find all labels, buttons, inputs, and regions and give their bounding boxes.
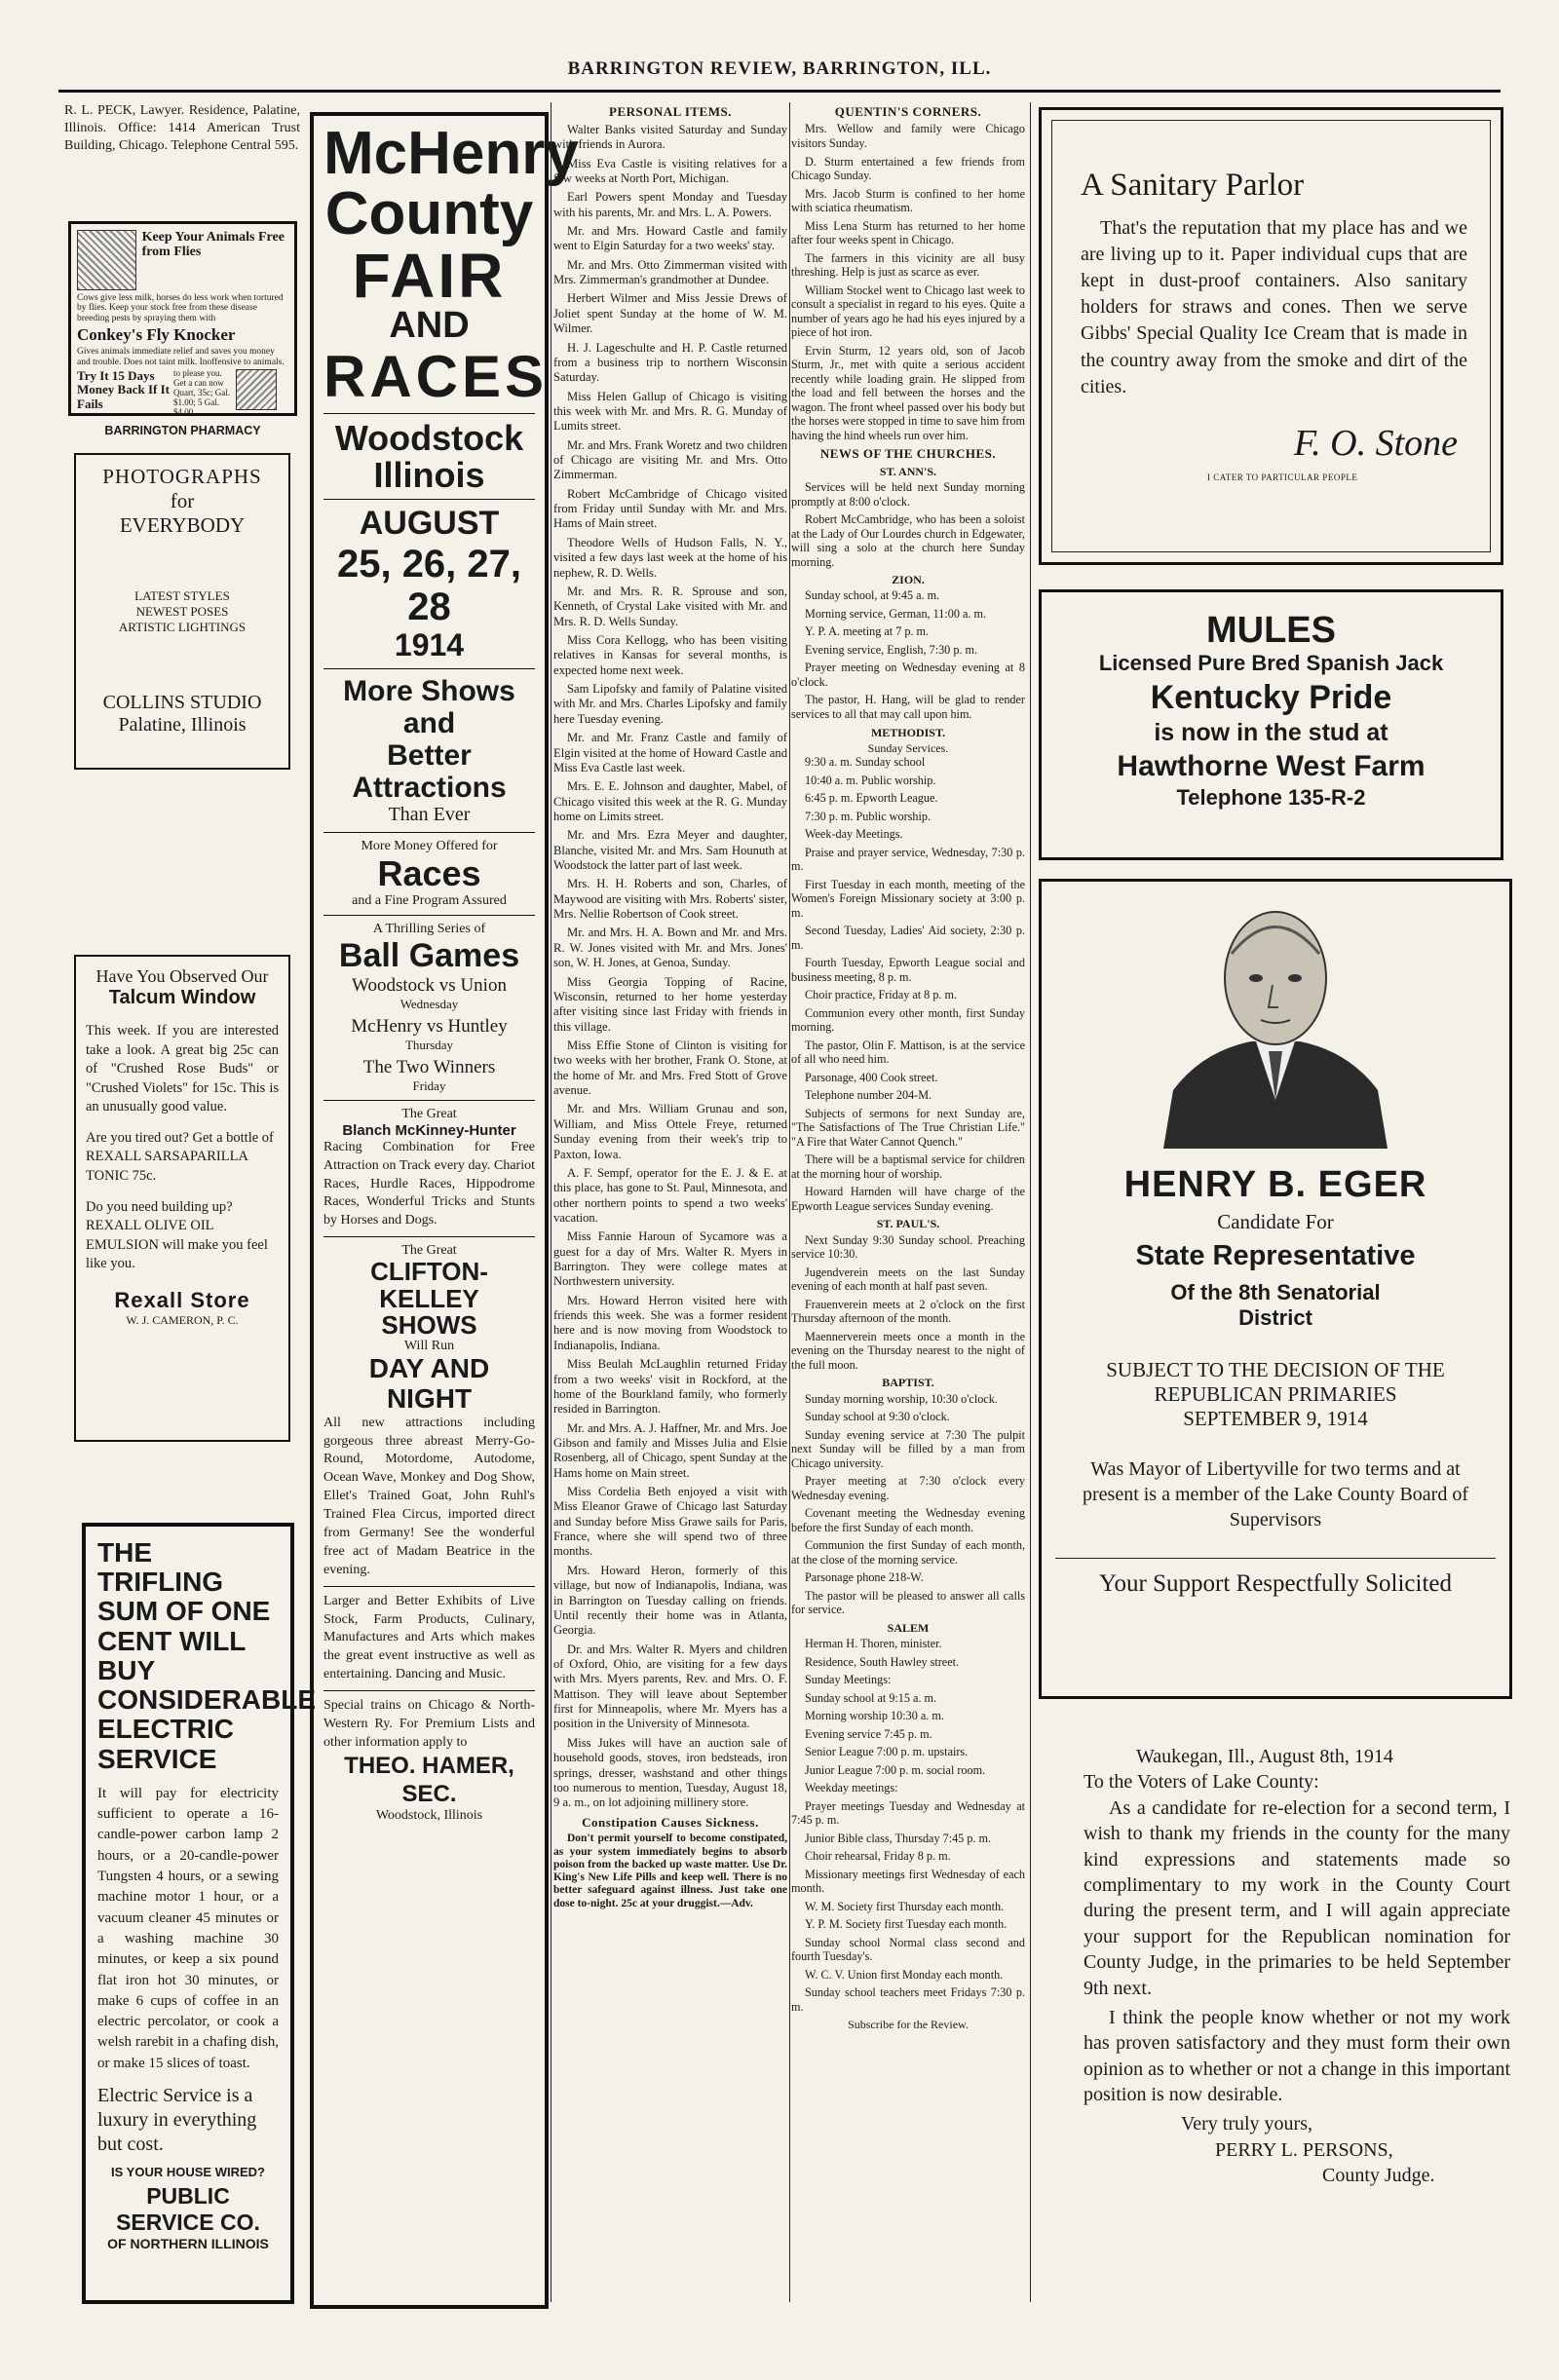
eger-name: HENRY B. EGER <box>1123 1164 1427 1205</box>
meth-line: Subjects of sermons for next Sunday are, "The Satisfactions of The True Christian Life." "A Fire that Water Cannot Quench." <box>791 1106 1025 1149</box>
zion-head: ZION. <box>892 573 925 587</box>
photos-l3: EVERYBODY <box>119 513 246 537</box>
meth-sub: Sunday Services. <box>867 740 949 755</box>
eger-subj3: SEPTEMBER 9, 1914 <box>1183 1407 1368 1430</box>
personal-column <box>553 102 787 2304</box>
stann-1: Services will be held next Sunday morning promptly at 8:00 o'clock. <box>791 480 1025 509</box>
zion-line: Y. P. A. meeting at 7 p. m. <box>805 624 930 639</box>
salem-line: Evening service 7:45 p. m. <box>805 1726 932 1741</box>
eger-dist1: Of the 8th Senatorial <box>1170 1280 1381 1304</box>
sanitary-cater: I CATER TO PARTICULAR PEOPLE <box>1207 472 1358 482</box>
zion-line: Prayer meeting on Wednesday evening at 8 o'clock. <box>791 661 1025 689</box>
meth-line: Second Tuesday, Ladies' Aid society, 2:30 p. m. <box>791 924 1025 952</box>
pharmacy-top <box>77 230 288 290</box>
meth-head: METHODIST. <box>870 725 946 739</box>
quentin-head: QUENTIN'S CORNERS. <box>834 104 982 119</box>
eger-subj1: SUBJECT TO THE DECISION OF THE <box>1106 1358 1445 1381</box>
meth-line: Choir practice, Friday at 8 p. m. <box>805 988 958 1002</box>
column-rule-4 <box>1030 102 1031 2302</box>
baptist-line: The pastor will be pleased to answer all calls for service. <box>791 1588 1025 1617</box>
fair-blanch: Blanch McKinney-Hunter <box>342 1121 516 1139</box>
salem-head: SALEM <box>887 1620 930 1635</box>
photos-l8: Palatine, Illinois <box>118 714 247 736</box>
fair-newattr: All new attractions including gorgeous three abreast Merry-Go-Round, Motordome, Autodome, Ocean Wave, Monkey and Dog Show, Ellet's Trained Goat, John Ruhl's Trained Flea Circus, imported direct from Germany! See the wonderful free act of Madam Beatrice in the evening. <box>323 1415 535 1577</box>
personal-item: Mrs. H. H. Roberts and son, Charles, of Maywood are visiting with Mrs. Roberts' sister, Mrs. Nellie Robertson of Cook street. <box>553 877 787 922</box>
electric-tag: Electric Service is a luxury in everything but cost. <box>97 2085 257 2156</box>
stann-2: Robert McCambridge, who has been a soloist at the Lady of Our Lourdes church in Edgewater, will sing a solo at the church here Sunday morning. <box>791 512 1025 569</box>
fair-t3: FAIR <box>352 241 507 311</box>
meth-line: Praise and prayer service, Wednesday, 7:30 p. m. <box>791 845 1025 874</box>
persons-dateline: Waukegan, Ill., August 8th, 1914 <box>1136 1746 1393 1767</box>
salem-line: Y. P. M. Society first Tuesday each month. <box>805 1917 1008 1932</box>
baptist-line: Parsonage phone 218-W. <box>805 1570 924 1585</box>
fair-place1: Woodstock <box>334 417 524 458</box>
persons-p1: As a candidate for re-election for a second term, I wish to thank my friends in the county for the many kind expressions and statements made so complimentary to my work in the County Court during the present term, and I will again appreciate your support for the Republican nomination for County Judge, in the primaries to be held September 9th next. <box>1084 1796 1510 1999</box>
personal-item: Walter Banks visited Saturday and Sunday with friends in Aurora. <box>553 122 787 152</box>
stpaul-line: Next Sunday 9:30 Sunday school. Preaching service 10:30. <box>791 1232 1025 1262</box>
personal-item: Earl Powers spent Monday and Tuesday with his parents, Mr. and Mrs. L. A. Powers. <box>553 190 787 219</box>
persons-title: County Judge. <box>1322 2165 1435 2187</box>
fair-g1: Woodstock vs Union <box>352 974 507 996</box>
rexall-p2: Are you tired out? Get a bottle of REXALL SARSAPARILLA TONIC 75c. <box>86 1129 274 1184</box>
eger-subj2: REPUBLICAN PRIMARIES <box>1154 1382 1397 1406</box>
fair-t1: McHenry <box>323 120 579 187</box>
pharmacy-body: Cows give less milk, horses do less work when tortured by flies. Keep your stock free from these disease breeding pests by spraying them with <box>77 293 284 323</box>
salem-line: Morning worship 10:30 a. m. <box>805 1709 944 1723</box>
meth-line: 10:40 a. m. Public worship. <box>805 773 936 787</box>
baptist-lines <box>791 1392 1025 1617</box>
photos-ad <box>74 453 290 770</box>
persons-sig: PERRY L. PERSONS, <box>1215 2138 1393 2161</box>
portrait-image <box>1163 895 1388 1149</box>
fair-g3: The Two Winners <box>362 1056 496 1077</box>
salem-line: Sunday school at 9:15 a. m. <box>805 1690 937 1705</box>
rexall-p3: Do you need building up? REXALL OLIVE OIL EMULSION will make you feel like you. <box>86 1198 268 1272</box>
personal-item: Mr. and Mrs. Howard Castle and family went to Elgin Saturday for a two weeks' stay. <box>553 224 787 253</box>
meth-line: Parsonage, 400 Cook street. <box>805 1070 938 1084</box>
salem-line: W. C. V. Union first Monday each month. <box>805 1967 1004 1982</box>
salem-line: W. M. Society first Thursday each month. <box>805 1899 1005 1913</box>
personal-item: Miss Cordelia Beth enjoyed a visit with Miss Eleanor Grawe of Chicago last Saturday and Sunday before Miss Grawe sails for Paris, France, where she will spend two of three months. <box>553 1485 787 1559</box>
stpaul-head: ST. PAUL'S. <box>876 1217 940 1231</box>
fair-trains: Special trains on Chicago & North-Western Ry. For Premium Lists and other information apply to <box>323 1698 535 1750</box>
personal-item: Mr. and Mrs. Otto Zimmerman visited with Mrs. Zimmerman's grandmother at Dundee. <box>553 257 787 287</box>
fair-larger: Larger and Better Exhibits of Live Stock, Farm Products, Culinary, Manufactures and Arts which makes the great event instructive as well as entertaining. Dancing and Music. <box>323 1593 535 1682</box>
zion-line: Evening service, English, 7:30 p. m. <box>805 642 978 657</box>
fair-t4: AND <box>389 305 470 346</box>
fair-daynight: DAY AND NIGHT <box>368 1353 490 1414</box>
meth-line: Communion every other month, first Sunday morning. <box>791 1005 1025 1035</box>
fair-more1: More Shows and <box>343 675 515 740</box>
fair-place2: Illinois <box>373 454 485 495</box>
photos-l6: ARTISTIC LIGHTINGS <box>118 620 247 634</box>
eger-dist2: District <box>1238 1305 1312 1330</box>
photos-l1: PHOTOGRAPHS <box>102 465 262 488</box>
personal-item: Miss Cora Kellogg, who has been visiting relatives in Kansas for several months, is expected home next week. <box>553 633 787 677</box>
rexall-title1: Have You Observed Our <box>95 966 269 986</box>
personal-item: A. F. Sempf, operator for the E. J. & E. at this place, has gone to St. Paul, Minnesota, and other northern points to spend a two weeks' vacation. <box>553 1165 787 1225</box>
meth-lines <box>791 755 1025 1213</box>
photos-l2: for <box>170 489 195 512</box>
fair-g3d: Friday <box>412 1077 446 1093</box>
stann-head: ST. ANN'S. <box>879 464 937 478</box>
meth-line: Week-day Meetings. <box>805 827 903 842</box>
salem-line: Senior League 7:00 p. m. upstairs. <box>805 1745 969 1759</box>
fair-willrun: Will Run <box>403 1339 455 1354</box>
peck-card: R. L. PECK, Lawyer. Residence, Palatine, Illinois. Office: 1414 American Trust Building, Chicago. Telephone Central 595. <box>64 103 300 154</box>
personal-item: Herbert Wilmer and Miss Jessie Drews of Joliet spent Sunday at the home of W. M. Wilmer. <box>553 291 787 336</box>
personal-item: Mr. and Mrs. A. J. Haffner, Mr. and Mrs. Joe Gibson and family and Misses Julia and Elsie Rosenberg, all of Chicago, spent Sunday at the Hams home on Main street. <box>553 1420 787 1480</box>
rexall-store: Rexall Store <box>114 1287 250 1312</box>
left-column <box>60 102 317 2343</box>
personal-item: Mr. and Mrs. Frank Woretz and two children of Chicago are visiting Mr. and Mrs. Otto Zimmerman. <box>553 437 787 482</box>
salem-line: Residence, South Hawley street. <box>805 1654 960 1669</box>
rexall-title2: Talcum Window <box>108 987 256 1008</box>
fair-month: AUGUST <box>359 505 500 543</box>
baptist-line: Sunday evening service at 7:30 The pulpit next Sunday will be filled by a man from Chicago university. <box>791 1427 1025 1470</box>
personal-item: Mr. and Mrs. William Grunau and son, William, and Miss Ottele Freye, returned Sunday evening from their week's trip to Paxton, Iowa. <box>553 1102 787 1161</box>
photos-l5: NEWEST POSES <box>135 604 229 619</box>
meth-line: There will be a baptismal service for children at the morning hour of worship. <box>791 1152 1025 1181</box>
meth-line: Fourth Tuesday, Epworth League social and business meeting, 8 p. m. <box>791 956 1025 984</box>
fair-t5: RACES <box>323 343 549 409</box>
quentin-item: Ervin Sturm, 12 years old, son of Jacob Sturm, Jr., met with quite a serious accident recently while loading grain. He slipped from the load and fell between the horses and the wagon. The front wheel passed over his body but the horses were stopped in time to save him from having the hind wheels run over him. <box>791 343 1025 442</box>
fair-clifton-b: SHOWS <box>381 1309 477 1340</box>
persons-letter <box>1045 1744 1510 2189</box>
personal-item: Mr. and Mrs. R. R. Sprouse and son, Kenneth, of Crystal Lake visited with Mr. and Mrs. R. D. Wells Sunday. <box>553 584 787 628</box>
personal-head: PERSONAL ITEMS. <box>609 104 732 119</box>
can-illustration <box>236 369 277 410</box>
sanitary-body: That's the reputation that my place has and we are living up to it. Paper individual cups that are kept in dust-proof containers. Also sanitary holders for straws and cones. Then we serve Gibbs' Special Quality Ice Cream that is made in the country away from the smoke and dirt of the cities. <box>1081 216 1467 397</box>
quentin-item: Mrs. Wellow and family were Chicago visitors Sunday. <box>791 122 1025 150</box>
personal-item: Theodore Wells of Hudson Falls, N. Y., visited a few days last week at the home of his nephew, R. D. Wells. <box>553 535 787 580</box>
stpaul-line: Jugendverein meets on the last Sunday evening of each month at half past seven. <box>791 1265 1025 1294</box>
pharmacy-headline: Keep Your Animals Free from Flies <box>141 230 285 260</box>
personal-item: Mrs. Howard Herron visited here with friends this week. She was a former resident here and is now moving from Woodstock to Indianapolis, Indiana. <box>553 1293 787 1352</box>
baptist-line: Communion the first Sunday of each month, at the close of the morning service. <box>791 1538 1025 1567</box>
stpaul-line: Frauenverein meets at 2 o'clock on the first Thursday afternoon of the month. <box>791 1297 1025 1326</box>
fair-great2: The Great <box>401 1243 457 1259</box>
eger-office: State Representative <box>1135 1240 1416 1271</box>
meth-line: Howard Harnden will have charge of the Epworth League services Sunday evening. <box>791 1185 1025 1213</box>
personal-item: Miss Beulah McLaughlin returned Friday from a two weeks' visit in Rockford, at the home of the Bourkland family, who formerly resided in Barrington. <box>553 1357 787 1417</box>
fair-sec: THEO. HAMER, SEC. <box>344 1752 514 1807</box>
page-header: BARRINGTON REVIEW, BARRINGTON, ILL. <box>567 58 992 79</box>
pharmacy-desc: Gives animals immediate relief and saves you money and trouble. Does not taint milk. Inoffensive to animals. <box>77 347 285 367</box>
fair-great: The Great <box>401 1106 457 1121</box>
persons-to: To the Voters of Lake County: <box>1084 1771 1319 1794</box>
eger-support: Your Support Respectfully Solicited <box>1055 1558 1496 1598</box>
persons-p2: I think the people know whether or not my work has proven satisfactory and they must form their own opinion as to whether or not a change in this important position is now desirable. <box>1084 2006 1510 2106</box>
eger-ad <box>1039 879 1512 1699</box>
zion-line: The pastor, H. Hang, will be glad to render services to all that may call upon him. <box>791 693 1025 721</box>
sanitary-sig: F. O. Stone <box>1293 422 1458 464</box>
personal-item: Sam Lipofsky and family of Palatine visited with Mr. and Mrs. Charles Lipofsky and family here Tuesday evening. <box>553 682 787 726</box>
rexall-ad <box>74 955 290 1442</box>
fair-thrill: A Thrilling Series of <box>372 921 486 936</box>
salem-line: Junior Bible class, Thursday 7:45 p. m. <box>805 1831 992 1845</box>
fair-more4: Than Ever <box>388 804 471 826</box>
mules-ad <box>1039 589 1503 860</box>
personal-item: Miss Eva Castle is visiting relatives for a few weeks at North Port, Michigan. <box>553 156 787 185</box>
quentin-item: The farmers in this vicinity are all busy threshing. Help is just as scarce as ever. <box>791 250 1025 280</box>
electric-question: IS YOUR HOUSE WIRED? <box>111 2165 265 2180</box>
fair-ad <box>310 112 579 2309</box>
electric-company-sub: OF NORTHERN ILLINOIS <box>107 2236 269 2252</box>
quentin-item: D. Sturm entertained a few friends from Chicago Sunday. <box>791 154 1025 183</box>
fair-t2: County <box>324 180 534 247</box>
fair-days: 25, 26, 27, 28 <box>336 542 522 628</box>
eger-mayor: Was Mayor of Libertyville for two terms and at present is a member of the Lake County Board of Supervisors <box>1083 1458 1468 1530</box>
horse-illustration <box>77 230 136 290</box>
baptist-line: Sunday school at 9:30 o'clock. <box>805 1410 950 1424</box>
personal-item: Miss Effie Stone of Clinton is visiting for two weeks with her brother, Frank O. Stone, at the home of Mr. and Mrs. Fred Stott of Grove avenue. <box>553 1038 787 1098</box>
baptist-line: Sunday morning worship, 10:30 o'clock. <box>805 1391 998 1406</box>
quentin-item: Mrs. Jacob Sturm is confined to her home with sciatica rheumatism. <box>791 186 1025 215</box>
personal-item: H. J. Lageschulte and H. P. Castle returned from a business trip to northern Wisconsin Saturday. <box>553 340 787 385</box>
pharmacy-trial: Try It 15 Days Money Back If It Fails <box>77 368 170 411</box>
quentin-item: William Stockel went to Chicago last week to consult a specialist in regard to his eyes. Quite a number of years ago he had his eyes injured by a piece of hot iron. <box>791 283 1025 340</box>
salem-line: Sunday school Normal class second and fourth Tuesday's. <box>791 1935 1025 1964</box>
photos-l4: LATEST STYLES <box>134 588 230 603</box>
fair-races: Races <box>377 853 481 894</box>
fair-year: 1914 <box>394 626 465 662</box>
personal-items <box>553 123 787 1811</box>
fair-blanchtext: Racing Combination for Free Attraction on Track every day. Chariot Races, Hurdle Races, Hippodrome Races, Wonderful Tricks and Stunts by Horses and Dogs. <box>323 1139 535 1228</box>
sanitary-title: A Sanitary Parlor <box>1081 168 1305 203</box>
electric-company: PUBLIC SERVICE CO. <box>116 2183 260 2236</box>
personal-item: Miss Fannie Haroun of Sycamore was a guest for a day of Mrs. Walter R. Myers in Barrington. They were college mates at Northwestern university. <box>553 1229 787 1289</box>
pharmacy-ad <box>68 221 297 416</box>
pharmacy-product: Conkey's Fly Knocker <box>77 325 236 345</box>
salem-line: Choir rehearsal, Friday 8 p. m. <box>805 1849 951 1864</box>
mules-l1: MULES <box>1206 610 1336 651</box>
churches-head: NEWS OF THE CHURCHES. <box>819 446 997 462</box>
fair-g1d: Wednesday <box>399 996 459 1011</box>
personal-item: Dr. and Mrs. Walter R. Myers and children of Oxford, Ohio, are visiting for a few days with Mrs. Myers parents, Rev. and Mrs. O. F. Mattison. They will leave about September first for Minneapolis, where Mr. Myers has a position in the University of Minnesota. <box>553 1642 787 1731</box>
meth-line: 7:30 p. m. Public worship. <box>805 809 931 823</box>
fair-more2: Better <box>387 739 472 773</box>
pharmacy-store: BARRINGTON PHARMACY <box>104 424 261 437</box>
personal-item: Mr. and Mrs. H. A. Bown and Mr. and Mrs. R. W. Jones visited with Mr. and Mrs. Jones' son, W. H. Jones, at Genoa, Sunday. <box>553 926 787 970</box>
eger-cand: Candidate For <box>1217 1210 1334 1233</box>
header-rule <box>58 90 1501 93</box>
electric-body: It will pay for electricity sufficient to operate a 16-candle-power carbon lamp 2 hours, or a 20-candle-power Tungsten 4 hours, or a sewing machine motor 1 hour, or a vacuum cleaner 45 minutes or a washing machine 30 minutes, or keep a six pound flat iron hot 30 minutes, or make 6 cups of coffee in an electric percolator, or cook a welsh rarebit in a chafing dish, or make 15 slices of toast. <box>97 1785 279 2071</box>
fair-program: and a Fine Program Assured <box>352 892 507 908</box>
mules-l2: Licensed Pure Bred Spanish Jack <box>1098 650 1444 675</box>
fair-more3: Attractions <box>352 772 507 805</box>
rexall-owner: W. J. CAMERON, P. C. <box>126 1312 239 1327</box>
personal-item: Mrs. E. E. Johnson and daughter, Mabel, of Chicago visited this week at the R. G. Munday home on Limits street. <box>553 779 787 823</box>
column-rule-3 <box>789 102 790 2302</box>
personal-item: Mr. and Mr. Franz Castle and family of Elgin visited at the home of Howard Castle and Miss Eva Castle last week. <box>553 731 787 774</box>
meth-line: 6:45 p. m. Epworth League. <box>805 791 938 806</box>
zion-line: Sunday school, at 9:45 a. m. <box>805 588 940 603</box>
subscribe-line: Subscribe for the Review. <box>848 2018 969 2032</box>
meth-line: 9:30 a. m. Sunday school <box>805 755 926 770</box>
zion-line: Morning service, German, 11:00 a. m. <box>805 606 987 621</box>
personal-item: Miss Jukes will have an auction sale of household goods, stoves, iron bedsteads, iron springs, dresser, washstand and other things too numerous to mention, Tuesday, August 18, 9 a. m., on lot adjoining millinery store. <box>553 1735 787 1810</box>
fair-clifton-a: CLIFTON-KELLEY <box>370 1257 488 1313</box>
mules-l4: is now in the stud at <box>1154 719 1388 747</box>
mules-l5: Hawthorne West Farm <box>1117 750 1426 783</box>
fair-g2d: Thursday <box>404 1037 454 1052</box>
fair-secplace: Woodstock, Illinois <box>375 1808 483 1824</box>
quentin-item: Miss Lena Sturm has returned to her home after four weeks spent in Chicago. <box>791 218 1025 247</box>
salem-line: Weekday meetings: <box>805 1781 898 1795</box>
quentin-column <box>791 102 1025 2314</box>
baptist-line: Prayer meeting at 7:30 o'clock every Wednesday evening. <box>791 1474 1025 1502</box>
meth-line: The pastor, Olin F. Mattison, is at the service of all who need him. <box>791 1038 1025 1067</box>
sanitary-ad <box>1039 107 1503 565</box>
salem-line: Junior League 7:00 p. m. social room. <box>805 1762 986 1777</box>
personal-item: Mrs. Howard Heron, formerly of this village, but now of Indianapolis, Indiana, was in Barrington on Tuesday calling on friends. Until recently their home was in Atlanta, Georgia. <box>553 1563 787 1638</box>
personal-item: Miss Georgia Topping of Racine, Wisconsin, returned to her home yesterday after visiting since last Friday with friends in this village. <box>553 974 787 1034</box>
meth-line: First Tuesday in each month, meeting of the Women's Foreign Missionary society at 3:00 p. m. <box>791 877 1025 920</box>
personal-item: Mr. and Mrs. Ezra Meyer and daughter, Blanche, visited Mr. and Mrs. Sam Hounuth at Woodstock the latter part of last week. <box>553 828 787 873</box>
fair-g2: McHenry vs Huntley <box>351 1015 508 1037</box>
salem-line: Sunday school teachers meet Fridays 7:30 p. m. <box>791 1985 1025 2014</box>
pharmacy-prices: to please you. Get a can now Quart, 35c; Gal. $1.00; 5 Gal. $4.00 <box>173 368 230 417</box>
const-head: Constipation Causes Sickness. <box>582 1814 759 1830</box>
const-text: Don't permit yourself to become constipated, as your system immediately begins to absorb poison from the backed up waste matter. Use Dr. King's New Life Pills and keep well. There is no better safeguard against illness. Just take one dose to-night. 25c at your druggist.—Adv. <box>553 1832 787 1909</box>
salem-line: Sunday Meetings: <box>805 1673 892 1687</box>
personal-item: Miss Helen Gallup of Chicago is visiting this week with Mr. and Mrs. R. G. Munday of Lumits street. <box>553 389 787 434</box>
mules-l3: Kentucky Pride <box>1150 678 1392 716</box>
salem-lines <box>791 1637 1025 2014</box>
photos-l7: COLLINS STUDIO <box>102 692 262 713</box>
salem-line: Missionary meetings first Wednesday of each month. <box>791 1867 1025 1896</box>
baptist-line: Covenant meeting the Wednesday evening before the first Sunday of each month. <box>791 1506 1025 1534</box>
electric-headline: THE TRIFLING SUM OF ONE CENT WILL BUY CONSIDERABLE ELECTRIC SERVICE <box>97 1537 317 1774</box>
mules-l6: Telephone 135-R-2 <box>1176 785 1366 811</box>
personal-item: Robert McCambridge of Chicago visited from Friday until Sunday with Mr. and Mrs. Hams of Main street. <box>553 486 787 531</box>
zion-lines <box>791 588 1025 721</box>
salem-line: Prayer meetings Tuesday and Wednesday at 7:45 p. m. <box>791 1798 1025 1828</box>
persons-close: Very truly yours, <box>1181 2113 1312 2135</box>
salem-line: Herman H. Thoren, minister. <box>805 1637 942 1651</box>
meth-line: Telephone number 204-M. <box>805 1088 932 1103</box>
rexall-p1: This week. If you are interested take a look. A great big 25c can of "Crushed Rose Buds" or "Crushed Violets" for 15c. This is an unusually good value. <box>86 1023 279 1115</box>
fair-ball: Ball Games <box>338 936 520 974</box>
electric-ad <box>82 1523 317 2304</box>
quentin-items <box>791 122 1025 442</box>
stpaul-lines <box>791 1233 1025 1373</box>
stpaul-line: Maennerverein meets once a month in the evening on the Thursday nearest to the night of the full moon. <box>791 1329 1025 1372</box>
baptist-head: BAPTIST. <box>882 1376 934 1390</box>
fair-money: More Money Offered for <box>361 839 498 854</box>
